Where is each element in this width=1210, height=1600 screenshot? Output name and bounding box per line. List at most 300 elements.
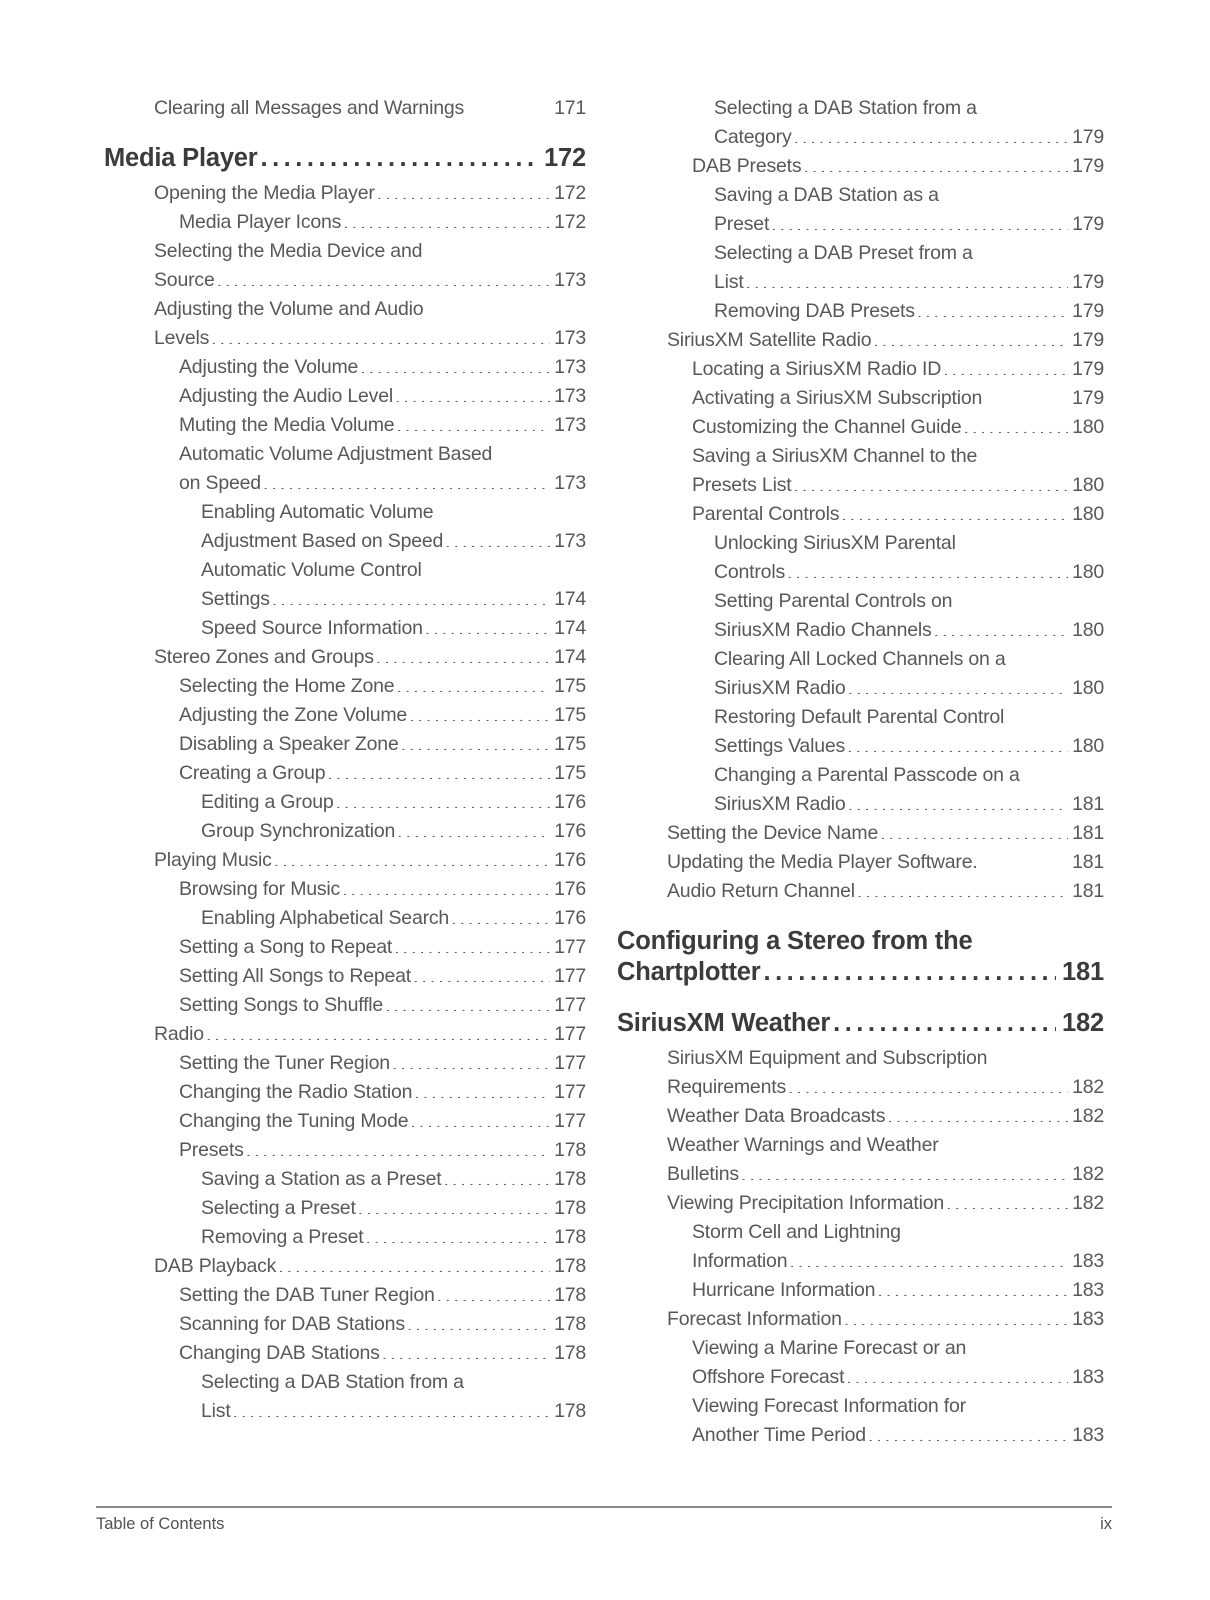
toc-entry xyxy=(617,819,1104,848)
toc-line xyxy=(667,1102,1104,1131)
page-number: 173 xyxy=(554,356,586,378)
page-number: 183 xyxy=(1072,1424,1104,1446)
toc-entry xyxy=(617,1276,1104,1305)
toc-title-text: Removing DAB Presets xyxy=(714,300,915,322)
leader-dots xyxy=(394,934,550,954)
toc-entry xyxy=(104,672,586,701)
leader-dots xyxy=(451,905,550,925)
leader-dots xyxy=(844,1306,1068,1326)
leader-dots xyxy=(396,673,550,693)
page-number: 178 xyxy=(554,1226,586,1248)
toc-title-text: Configuring a Stereo from the xyxy=(617,927,973,955)
toc-title-text: Customizing the Channel Guide xyxy=(692,416,962,438)
page-number: 173 xyxy=(554,269,586,291)
leader-dots xyxy=(397,818,550,838)
leader-dots xyxy=(382,1340,550,1360)
toc-title-text: Playing Music xyxy=(154,849,272,871)
page-number: 179 xyxy=(1072,155,1104,177)
toc-title-text: Changing the Tuning Mode xyxy=(179,1110,409,1132)
toc-title-text: Automatic Volume Control xyxy=(201,559,422,581)
toc-title-text: Changing DAB Stations xyxy=(179,1342,380,1364)
toc-title-text: Viewing Precipitation Information xyxy=(667,1192,945,1214)
toc-title-text: Another Time Period xyxy=(692,1424,866,1446)
page-number: 173 xyxy=(554,530,586,552)
toc-title-text: Saving a DAB Station as a xyxy=(714,184,939,206)
page-number: 183 xyxy=(1072,1279,1104,1301)
toc-title-text: Adjustment Based on Speed xyxy=(201,530,444,552)
toc-title-text: DAB Presets xyxy=(692,155,802,177)
toc-line xyxy=(104,143,586,174)
toc-title-text: List xyxy=(714,271,744,293)
leader-dots xyxy=(278,1253,550,1273)
toc-line xyxy=(692,152,1104,181)
leader-dots xyxy=(789,1248,1068,1268)
leader-dots xyxy=(263,470,550,490)
leader-dots xyxy=(217,267,550,287)
toc-title-text: Browsing for Music xyxy=(179,878,341,900)
toc-title-text: Saving a Station as a Preset xyxy=(201,1168,442,1190)
page-number: 175 xyxy=(554,704,586,726)
page-number: 178 xyxy=(554,1168,586,1190)
leader-dots xyxy=(392,1050,550,1070)
leader-dots xyxy=(868,1422,1068,1442)
toc-entry xyxy=(617,239,1104,297)
toc-entry xyxy=(617,848,1104,877)
toc-title-text: Selecting the Media Device and xyxy=(154,240,423,262)
toc-entry xyxy=(104,759,586,788)
page-number: 175 xyxy=(554,762,586,784)
toc-title-text: Muting the Media Volume xyxy=(179,414,395,436)
toc-line xyxy=(617,957,1104,988)
toc-entry xyxy=(617,326,1104,355)
toc-entry xyxy=(104,904,586,933)
toc-entry xyxy=(617,703,1104,761)
leader-dots xyxy=(401,731,550,751)
toc-title-text: Presets xyxy=(179,1139,244,1161)
toc-entry xyxy=(104,817,586,846)
page-number: 181 xyxy=(1072,793,1104,815)
toc-title-text: Parental Controls xyxy=(692,503,840,525)
toc-entry xyxy=(617,384,1104,413)
leader-dots xyxy=(410,1108,550,1128)
toc-entry xyxy=(104,1020,586,1049)
page-number: 183 xyxy=(1072,1308,1104,1330)
toc-line xyxy=(714,268,1104,297)
toc-entry xyxy=(617,1392,1104,1450)
toc-entry xyxy=(104,1165,586,1194)
toc-title-text: Forecast Information xyxy=(667,1308,842,1330)
toc-entry xyxy=(104,1194,586,1223)
page-number: 177 xyxy=(554,1110,586,1132)
page-number: 177 xyxy=(554,965,586,987)
toc-line xyxy=(179,382,586,411)
toc-title-text: Controls xyxy=(714,561,786,583)
leader-dots xyxy=(803,153,1068,173)
leader-dots xyxy=(877,1277,1068,1297)
leader-dots xyxy=(934,617,1068,637)
page-number: 180 xyxy=(1072,561,1104,583)
toc-line xyxy=(179,1310,586,1339)
toc-line xyxy=(667,1073,1104,1102)
toc-title-text: Adjusting the Zone Volume xyxy=(179,704,408,726)
toc-title-text: Selecting a DAB Station from a xyxy=(714,97,977,119)
toc-entry xyxy=(104,846,586,875)
leader-dots xyxy=(343,209,550,229)
toc-title-text: Source xyxy=(154,269,215,291)
toc-entry xyxy=(104,701,586,730)
toc-title-text: Information xyxy=(692,1250,788,1272)
toc-line xyxy=(714,94,1104,123)
toc-title-text: Chartplotter xyxy=(617,958,761,986)
toc-entry xyxy=(104,411,586,440)
toc-entry xyxy=(104,1368,586,1426)
toc-chapter xyxy=(617,1008,1104,1039)
toc-title-text: Enabling Automatic Volume xyxy=(201,501,434,523)
page-number: 182 xyxy=(1072,1105,1104,1127)
toc-line xyxy=(179,991,586,1020)
page-number: 178 xyxy=(554,1284,586,1306)
page-number: 172 xyxy=(554,211,586,233)
toc-line xyxy=(714,645,1104,674)
leader-dots xyxy=(846,1364,1068,1384)
toc-entry xyxy=(617,442,1104,500)
toc-line xyxy=(201,556,586,585)
leader-dots xyxy=(764,957,1057,983)
toc-line xyxy=(617,1008,1104,1039)
toc-title-text: Saving a SiriusXM Channel to the xyxy=(692,445,978,467)
toc-chapter xyxy=(617,926,1104,988)
toc-title-text: SiriusXM Equipment and Subscription xyxy=(667,1047,988,1069)
page-number: 180 xyxy=(1072,503,1104,525)
toc-title-text: Selecting a DAB Station from a xyxy=(201,1371,464,1393)
toc-title-text: Setting All Songs to Repeat xyxy=(179,965,412,987)
page-number: 180 xyxy=(1072,474,1104,496)
toc-line xyxy=(154,846,586,875)
page-number: 177 xyxy=(554,994,586,1016)
toc-line xyxy=(714,790,1104,819)
leader-dots xyxy=(327,760,550,780)
toc-entry xyxy=(104,237,586,295)
toc-entry xyxy=(104,1107,586,1136)
toc-title-text: Setting a Song to Repeat xyxy=(179,936,393,958)
toc-line xyxy=(179,469,586,498)
leader-dots xyxy=(787,559,1068,579)
toc-entry xyxy=(617,152,1104,181)
leader-dots xyxy=(385,992,550,1012)
toc-line xyxy=(179,962,586,991)
toc-title-text: Media Player Icons xyxy=(179,211,342,233)
page-number: 180 xyxy=(1072,735,1104,757)
leader-dots xyxy=(946,1190,1068,1210)
toc-column-right xyxy=(617,94,1104,1450)
footer-section-title: Table of Contents xyxy=(96,1515,225,1533)
toc-line xyxy=(179,1339,586,1368)
toc-entry xyxy=(104,1339,586,1368)
toc-title-text: Weather Warnings and Weather xyxy=(667,1134,939,1156)
page-number: 173 xyxy=(554,472,586,494)
toc-title-text: Setting Songs to Shuffle xyxy=(179,994,384,1016)
leader-dots xyxy=(336,789,551,809)
toc-line xyxy=(692,1276,1104,1305)
toc-entry xyxy=(104,1281,586,1310)
toc-line xyxy=(692,1334,1104,1363)
toc-line xyxy=(179,1049,586,1078)
toc-entry xyxy=(104,556,586,614)
toc-entry xyxy=(104,1078,586,1107)
toc-line xyxy=(179,411,586,440)
toc-line xyxy=(617,926,1104,957)
leader-dots xyxy=(848,791,1068,811)
toc-entry xyxy=(617,645,1104,703)
toc-title-text: DAB Playback xyxy=(154,1255,277,1277)
toc-line xyxy=(667,1160,1104,1189)
leader-dots xyxy=(793,472,1068,492)
toc-title-text: Activating a SiriusXM Subscription xyxy=(692,387,983,409)
toc-column-left xyxy=(104,94,586,1450)
toc-line xyxy=(201,1368,586,1397)
page-number: 174 xyxy=(554,617,586,639)
toc-line xyxy=(179,440,586,469)
toc-line xyxy=(667,1189,1104,1218)
toc-entry xyxy=(617,297,1104,326)
toc-title-text: Clearing All Locked Channels on a xyxy=(714,648,1006,670)
leader-dots xyxy=(746,269,1069,289)
leader-dots xyxy=(443,1166,550,1186)
toc-line xyxy=(714,297,1104,326)
toc-line xyxy=(201,904,586,933)
toc-title-text: Setting the DAB Tuner Region xyxy=(179,1284,435,1306)
toc-title-text: SiriusXM Radio xyxy=(714,677,846,699)
page-number: 178 xyxy=(554,1342,586,1364)
toc-line xyxy=(667,1305,1104,1334)
leader-dots xyxy=(407,1311,550,1331)
toc-title-text: Weather Data Broadcasts xyxy=(667,1105,886,1127)
toc-title-text: Adjusting the Audio Level xyxy=(179,385,393,407)
toc-entry xyxy=(104,1252,586,1281)
toc-title-text: Setting Parental Controls on xyxy=(714,590,953,612)
toc-line xyxy=(179,1281,586,1310)
leader-dots xyxy=(274,847,550,867)
toc-entry xyxy=(617,1218,1104,1276)
toc-line xyxy=(692,500,1104,529)
page-number: 176 xyxy=(554,849,586,871)
leader-dots xyxy=(445,528,550,548)
toc-title-text: Clearing all Messages and Warnings xyxy=(154,97,465,119)
page-number: 180 xyxy=(1072,619,1104,641)
page-number: 181 xyxy=(1072,851,1104,873)
page-number: 183 xyxy=(1072,1366,1104,1388)
toc-title-text: Stereo Zones and Groups xyxy=(154,646,374,668)
toc-title-text: Radio xyxy=(154,1023,204,1045)
toc-entry xyxy=(104,440,586,498)
page-number: 182 xyxy=(1072,1163,1104,1185)
page-number: 175 xyxy=(554,675,586,697)
toc-line xyxy=(201,614,586,643)
toc-line xyxy=(692,442,1104,471)
leader-dots xyxy=(833,1008,1056,1034)
toc-title-text: SiriusXM Satellite Radio xyxy=(667,329,872,351)
toc-entry xyxy=(617,1044,1104,1102)
leader-dots xyxy=(396,412,550,432)
toc-chapter xyxy=(104,143,586,174)
page-number: 174 xyxy=(554,646,586,668)
leader-dots xyxy=(466,95,550,115)
page-number: 177 xyxy=(554,1052,586,1074)
toc-title-text: Editing a Group xyxy=(201,791,334,813)
page-number: 172 xyxy=(554,182,586,204)
toc-entry xyxy=(617,1305,1104,1334)
toc-title-text: Disabling a Speaker Zone xyxy=(179,733,399,755)
page-number: 180 xyxy=(1072,677,1104,699)
toc-entry xyxy=(617,413,1104,442)
page-number: 183 xyxy=(1072,1250,1104,1272)
toc-title-text: Changing a Parental Passcode on a xyxy=(714,764,1020,786)
toc-line xyxy=(692,1247,1104,1276)
toc-line xyxy=(201,1397,586,1426)
toc-line xyxy=(154,1252,586,1281)
toc-title-text: Viewing Forecast Information for xyxy=(692,1395,966,1417)
toc-entry xyxy=(617,1334,1104,1392)
leader-dots xyxy=(261,143,539,169)
toc-line xyxy=(201,1194,586,1223)
toc-entry xyxy=(104,933,586,962)
leader-dots xyxy=(788,1074,1068,1094)
toc-line xyxy=(179,875,586,904)
toc-line xyxy=(154,94,586,123)
page-number: 176 xyxy=(554,878,586,900)
toc-line xyxy=(179,1136,586,1165)
toc-title-text: Adjusting the Volume xyxy=(179,356,359,378)
leader-dots xyxy=(841,501,1068,521)
toc-entry xyxy=(104,208,586,237)
toc-line xyxy=(201,788,586,817)
toc-title-text: Removing a Preset xyxy=(201,1226,364,1248)
toc-title-text: Audio Return Channel xyxy=(667,880,855,902)
page-number: 178 xyxy=(554,1139,586,1161)
toc-title-text: Offshore Forecast xyxy=(692,1366,845,1388)
toc-title-text: Creating a Group xyxy=(179,762,326,784)
toc-title-text: Enabling Alphabetical Search xyxy=(201,907,450,929)
toc-title-text: Presets List xyxy=(692,474,792,496)
toc-title-text: Requirements xyxy=(667,1076,786,1098)
leader-dots xyxy=(880,820,1068,840)
toc-entry xyxy=(104,730,586,759)
toc-line xyxy=(692,413,1104,442)
toc-title-text: Settings xyxy=(201,588,270,610)
leader-dots xyxy=(887,1103,1068,1123)
leader-dots xyxy=(847,733,1068,753)
page-number: 179 xyxy=(1072,126,1104,148)
leader-dots xyxy=(409,702,550,722)
page-number: 176 xyxy=(554,791,586,813)
page-number: 178 xyxy=(554,1197,586,1219)
toc-entry xyxy=(104,295,586,353)
page-number: 179 xyxy=(1072,358,1104,380)
toc-title-text: Scanning for DAB Stations xyxy=(179,1313,405,1335)
page-number: 177 xyxy=(554,936,586,958)
page-number: 173 xyxy=(554,327,586,349)
leader-dots xyxy=(413,963,550,983)
toc-entry xyxy=(104,614,586,643)
toc-title-text: Opening the Media Player xyxy=(154,182,375,204)
toc-line xyxy=(179,759,586,788)
toc-line xyxy=(201,585,586,614)
page-number: 176 xyxy=(554,820,586,842)
page-number: 178 xyxy=(554,1313,586,1335)
toc-entry xyxy=(617,529,1104,587)
toc-line xyxy=(201,498,586,527)
leader-dots xyxy=(206,1021,550,1041)
toc-line xyxy=(714,529,1104,558)
toc-entry xyxy=(104,1136,586,1165)
toc-entry xyxy=(104,179,586,208)
leader-dots xyxy=(437,1282,550,1302)
toc-title-text: Preset xyxy=(714,213,770,235)
toc-line xyxy=(154,1020,586,1049)
toc-entry xyxy=(617,1131,1104,1189)
leader-dots xyxy=(395,383,550,403)
toc-line xyxy=(714,674,1104,703)
toc-title-text: Settings Values xyxy=(714,735,846,757)
toc-line xyxy=(179,353,586,382)
leader-dots xyxy=(425,615,550,635)
toc-title-text: Selecting a DAB Preset from a xyxy=(714,242,973,264)
toc-entry xyxy=(104,788,586,817)
toc-line xyxy=(714,123,1104,152)
leader-dots xyxy=(360,354,550,374)
toc-title-text: Hurricane Information xyxy=(692,1279,876,1301)
toc-line xyxy=(714,239,1104,268)
toc-entry xyxy=(104,643,586,672)
toc-line xyxy=(692,384,1104,413)
table-of-contents xyxy=(104,94,1104,1450)
leader-dots xyxy=(964,414,1069,434)
toc-entry xyxy=(104,353,586,382)
toc-title-text: Group Synchronization xyxy=(201,820,396,842)
leader-dots xyxy=(848,675,1068,695)
toc-line xyxy=(201,1165,586,1194)
footer-page-number: ix xyxy=(1100,1515,1112,1533)
page-number: 179 xyxy=(1072,387,1104,409)
toc-entry xyxy=(617,877,1104,906)
toc-line xyxy=(201,527,586,556)
toc-line xyxy=(201,817,586,846)
leader-dots xyxy=(365,1224,550,1244)
toc-title-text: Bulletins xyxy=(667,1163,739,1185)
toc-entry xyxy=(104,1223,586,1252)
toc-line xyxy=(692,1421,1104,1450)
leader-dots xyxy=(376,644,550,664)
leader-dots xyxy=(358,1195,550,1215)
toc-title-text: Setting the Device Name xyxy=(667,822,879,844)
leader-dots xyxy=(211,325,550,345)
page-number: 178 xyxy=(554,1255,586,1277)
toc-entry xyxy=(617,1102,1104,1131)
leader-dots xyxy=(984,385,1068,405)
leader-dots xyxy=(246,1137,550,1157)
page-number: 179 xyxy=(1072,300,1104,322)
toc-line xyxy=(667,819,1104,848)
leader-dots xyxy=(342,876,550,896)
toc-line xyxy=(154,643,586,672)
page-number: 181 xyxy=(1072,822,1104,844)
page-number: 176 xyxy=(554,907,586,929)
toc-line xyxy=(714,181,1104,210)
toc-line xyxy=(179,701,586,730)
toc-title-text: Selecting a Preset xyxy=(201,1197,356,1219)
toc-entry xyxy=(104,991,586,1020)
page-number: 177 xyxy=(554,1023,586,1045)
